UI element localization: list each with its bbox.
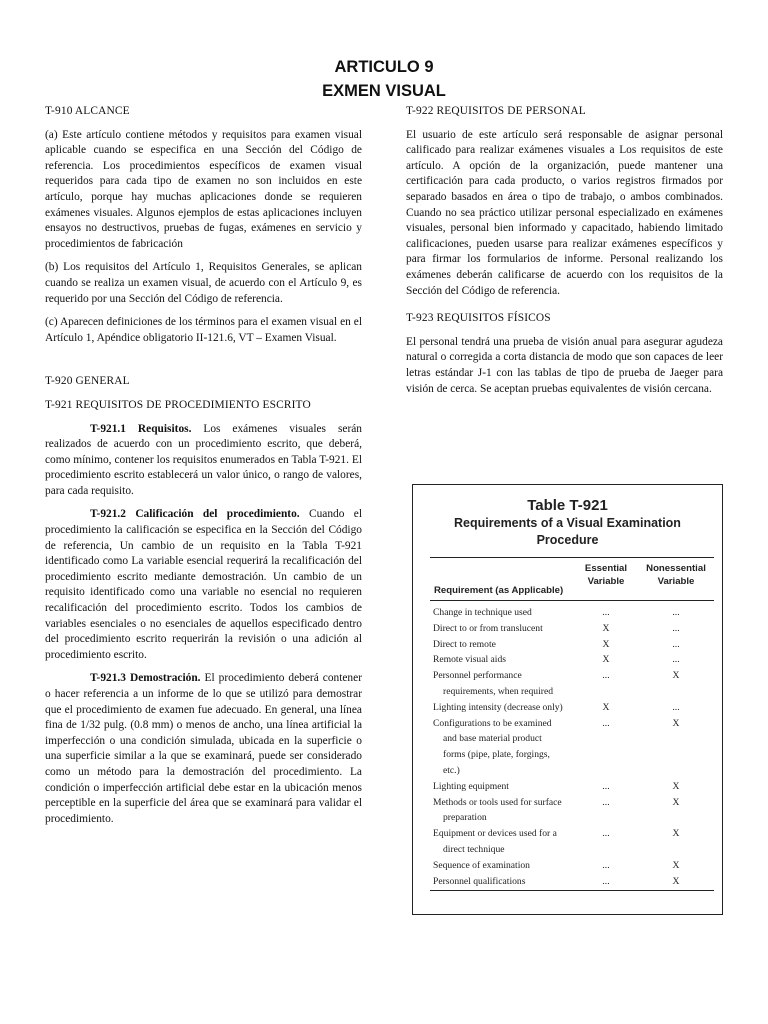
essential-mark: ... — [602, 670, 610, 682]
essential-mark: ... — [602, 875, 610, 887]
requirement-text: etc.) — [443, 764, 460, 776]
requirement-text: forms (pipe, plate, forgings, — [443, 749, 550, 761]
requirement-text: Configurations to be examined — [433, 717, 552, 729]
nonessential-mark: X — [672, 780, 680, 792]
section-t9212-text: Cuando el procedimiento la calificación se especifica en la Sección del Código de referencia, Un cambio de un requisito en la Tabla T-921 identificado como La variable esencial requerirá la recalificación del procedimiento escrito mediante demostración. Un cambio de un requisito identificado como una variable no esencial no requieren recalificación del procedimiento escrito. Todos los cambios de variables esenciales o no esenciales de aquellos especificado dentro del procedimiento escrito requerirán la revisión o una adición al procedimiento escrito. — [45, 508, 363, 661]
requirement-cell — [430, 621, 583, 637]
requirement-text: Change in technique used — [433, 607, 532, 618]
header-essential-line1: Essential — [584, 563, 628, 574]
table-row — [430, 874, 714, 890]
requirement-text: requirements, when required — [443, 685, 554, 697]
essential-mark: ... — [602, 780, 610, 792]
table-subtitle-line2: Procedure — [536, 533, 599, 547]
table-row — [430, 795, 714, 827]
section-t9213-text: El procedimiento deberá contener o hacer referencia a un informe de lo que se utilizó para demostrar que el procedimiento de examen fue adecuado. En general, una línea fina de 1/32 pulg. (0.8 mm) o menos de ancho, una línea artificial la imperfección o una condición simulada, ubicada en la superficie o una superficie similar a la que se examinará, puede ser considerado como un método para la demostración del procedimiento. La condición o imperfección artificial debe estar en la ubicación menos perceptible en la superficie del área que se examinará para validar el procedimiento. — [45, 672, 362, 825]
table-row — [430, 621, 714, 637]
requirement-cell — [430, 874, 583, 890]
requirement-text: Direct to or from translucent — [433, 622, 543, 634]
table-row — [430, 826, 714, 858]
essential-mark: X — [602, 701, 610, 713]
nonessential-mark: X — [672, 875, 680, 887]
article-subtitle: EXMEN VISUAL — [322, 82, 446, 100]
nonessential-mark: X — [672, 828, 680, 840]
table-subtitle-line1: Requirements of a Visual Examination — [454, 516, 681, 530]
header-essential — [581, 562, 631, 588]
requirement-cell — [430, 826, 583, 858]
section-t910-heading: T-910 ALCANCE — [45, 105, 130, 117]
nonessential-mark: ... — [672, 701, 680, 713]
section-t9211 — [45, 422, 362, 500]
requirement-cell — [430, 637, 583, 653]
requirement-cell — [430, 668, 583, 700]
header-nonessential-line2: Variable — [657, 576, 695, 587]
article-title: ARTICULO 9 — [334, 58, 434, 76]
table-row — [430, 858, 714, 874]
essential-mark: X — [602, 638, 610, 650]
requirement-cell — [430, 716, 583, 779]
table-row — [430, 716, 714, 779]
section-t9212 — [45, 507, 362, 663]
table-bottom-rule — [430, 890, 714, 891]
section-t910-c: (c) Aparecen definiciones de los términos para el examen visual en el Artículo 1, Apéndice obligatorio II-121.6, VT – Examen Visual. — [45, 316, 362, 344]
requirement-text: Sequence of examination — [433, 859, 530, 871]
nonessential-mark: ... — [672, 607, 680, 618]
requirement-text: and base material product — [443, 733, 542, 745]
section-t921-heading: T-921 REQUISITOS DE PROCEDIMIENTO ESCRITO — [45, 398, 311, 411]
essential-mark: X — [602, 622, 610, 634]
nonessential-mark: ... — [672, 638, 680, 650]
table-t921 — [412, 484, 723, 915]
essential-mark: ... — [602, 828, 610, 840]
essential-mark: ... — [602, 859, 610, 871]
table-row — [430, 605, 714, 621]
requirement-text: Equipment or devices used for a — [433, 828, 557, 840]
table-row — [430, 700, 714, 716]
requirement-text: Methods or tools used for surface — [433, 796, 562, 808]
section-t922-heading: T-922 REQUISITOS DE PERSONAL — [406, 105, 586, 117]
requirement-text: Lighting intensity (decrease only) — [433, 701, 563, 713]
nonessential-mark: ... — [672, 654, 680, 666]
nonessential-mark: ... — [672, 622, 680, 634]
requirement-cell — [430, 605, 583, 621]
section-t923-heading: T-923 REQUISITOS FÍSICOS — [406, 312, 551, 325]
requirement-text: Lighting equipment — [433, 780, 509, 792]
table-row — [430, 779, 714, 795]
essential-mark: ... — [602, 796, 610, 808]
table-row — [430, 652, 714, 668]
requirement-text: Remote visual aids — [433, 654, 507, 666]
requirement-text: Personnel performance — [433, 670, 522, 682]
left-column — [45, 104, 362, 835]
requirement-cell — [430, 700, 583, 716]
header-essential-line2: Variable — [587, 576, 625, 587]
section-t910-b: (b) Los requisitos del Artículo 1, Requisitos Generales, se aplican cuando se realiza un examen visual, de acuerdo con el Artículo 9, es requerido por una Sección del Código de referencia. — [45, 261, 362, 305]
essential-mark: X — [602, 654, 610, 666]
section-t9213 — [45, 671, 362, 827]
requirement-text: preparation — [443, 812, 487, 824]
header-nonessential-line1: Nonessential — [646, 563, 706, 574]
section-t9213-title: T-921.3 Demostración. — [90, 672, 201, 685]
essential-mark: ... — [602, 717, 610, 729]
section-t922-text: El usuario de este artículo será responsable de asignar personal calificado para realizar exámenes visuales a Los requisitos de este artículo. A opción de la organización, puede mantener una certificación para cada producto, o varios registros firmados por separado basados en área o tipo de trabajo, o ambos combinados. Cuando no sea práctico utilizar personal especializado en exámenes visuales, personal bien informado y capacitado, habiendo limitado calificaciones, pueden usarse para realizar exámenes específicos y para firmar los formularios de informe. Personal realizando los exámenes deberán calificarse de acuerdo con los requisitos de la Sección del Código de referencia. — [406, 128, 723, 297]
table-header — [430, 557, 714, 601]
table-body — [430, 605, 714, 889]
requirement-cell — [430, 779, 583, 795]
table-title: Table T-921 — [527, 497, 608, 514]
requirement-text: Direct to remote — [433, 638, 496, 650]
section-t923-text: El personal tendrá una prueba de visión anual para asegurar agudeza natural o corregida a corta distancia de modo que son capaces de leer letras estándar J-1 con las tablas de tipo de prueba de Jaeger para visión de cerca. Se aceptan pruebas equivalentes de visión cercana. — [406, 335, 723, 395]
requirement-text: direct technique — [443, 843, 505, 855]
right-column — [406, 104, 723, 405]
essential-mark: ... — [602, 607, 610, 618]
section-t920-heading: T-920 GENERAL — [45, 375, 130, 388]
section-t910-a: (a) Este artículo contiene métodos y requisitos para examen visual aplicable cuando se especifica en una Sección del Código de referencia. Los procedimientos específicos de examen visual requeridos para cada tipo de examen no son incluidos en este artículo, porque hay muchas aplicaciones donde se requieren exámenes visuales. Algunos ejemplos de estas aplicaciones incluyen ensayos no destructivos, pruebas de fugas, exámenes en servicio y procedimientos de fabricación — [45, 128, 362, 250]
nonessential-mark: X — [672, 859, 680, 871]
requirement-cell — [430, 795, 583, 827]
requirement-cell — [430, 858, 583, 874]
section-t9211-title: T-921.1 Requisitos. — [90, 422, 192, 435]
table-row — [430, 637, 714, 653]
section-t9212-title: T-921.2 Calificación del procedimiento. — [90, 508, 300, 521]
section-t9211-text: Los exámenes visuales serán realizados de acuerdo con un procedimiento escrito, que deberá, como mínimo, contener los requisitos enumerados en Tabla T-921. El procedimiento escrito establecerá un valor único, o rango de valores, para cada requisito. — [45, 422, 362, 497]
requirement-text: Personnel qualifications — [433, 875, 526, 887]
table-row — [430, 668, 714, 700]
nonessential-mark: X — [672, 717, 680, 729]
nonessential-mark: X — [672, 670, 680, 682]
requirement-cell — [430, 652, 583, 668]
header-requirement: Requirement (as Applicable) — [434, 585, 564, 596]
header-nonessential — [635, 562, 717, 588]
nonessential-mark: X — [672, 796, 680, 808]
